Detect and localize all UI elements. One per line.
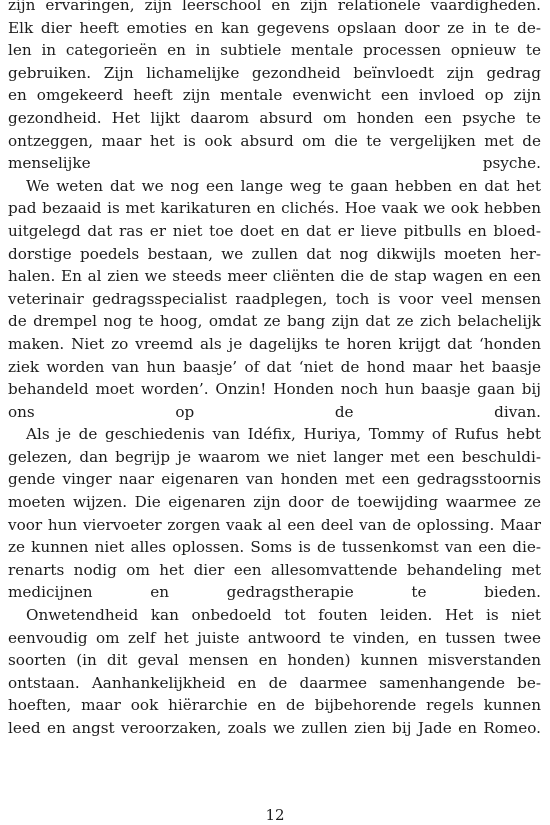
text-line: We weten dat we nog een lange weg te gaan hebben en dat het [26, 176, 541, 195]
text-line: moeten wijzen. Die eigenaren zijn door de toewijding waarmee ze [8, 493, 541, 512]
text-line: ons op de divan. [8, 402, 541, 421]
text-line: ontzeggen, maar het is ook absurd om die te vergelijken met de [8, 131, 541, 150]
text-line: gende vinger naar eigenaren van honden met een gedragsstoornis [8, 470, 541, 489]
text-line: ziek worden van hun baasje’ of dat ‘niet de hond maar het baasje [8, 357, 541, 376]
page-number: 12 [265, 806, 285, 824]
text-line: en omgekeerd heeft zijn mentale evenwicht een invloed op zijn [8, 86, 541, 105]
text-line: ze kunnen niet alles oplossen. Soms is de tussenkomst van een die- [8, 538, 541, 557]
text-line: medicijnen en gedragstherapie te bieden. [8, 583, 541, 602]
text-line: gebruiken. Zijn lichamelijke gezondheid beïnvloedt zijn gedrag [8, 63, 541, 82]
text-line: Elk dier heeft emoties en kan gegevens opslaan door ze in te de- [8, 18, 541, 37]
text-line: behandeld moet worden’. Onzin! Honden noch hun baasje gaan bij [8, 380, 541, 399]
text-line: zijn ervaringen, zijn leerschool en zijn relationele vaardigheden. [8, 0, 541, 14]
text-line: voor hun viervoeter zorgen vaak al een deel van de oplossing. Maar [8, 515, 541, 534]
text-line: eenvoudig om zelf het juiste antwoord te vinden, en tussen twee [8, 628, 541, 647]
text-line: leed en angst veroorzaken, zoals we zullen zien bij Jade en Romeo. [8, 719, 541, 737]
text-line: len in categorieën en in subtiele mentale processen opnieuw te [8, 41, 541, 60]
text-line: maken. Niet zo vreemd als je dagelijks te horen krijgt dat ‘honden [8, 334, 541, 353]
body-text [8, 0, 541, 740]
text-line: renarts nodig om het dier een allesomvattende behandeling met [8, 560, 541, 579]
text-line: pad bezaaid is met karikaturen en clichés. Hoe vaak we ook hebben [8, 199, 541, 218]
text-line: veterinair gedragsspecialist raadplegen, toch is voor veel mensen [8, 289, 541, 308]
text-line: soorten (in dit geval mensen en honden) kunnen misverstanden [8, 651, 541, 670]
text-line: uitgelegd dat ras er niet toe doet en dat er lieve pitbulls en bloed- [8, 221, 541, 240]
text-line: Onwetendheid kan onbedoeld tot fouten leiden. Het is niet [26, 606, 541, 625]
text-line: menselijke psyche. [8, 154, 541, 173]
text-line: hoeften, maar ook hiërarchie en de bijbehorende regels kunnen [8, 696, 541, 715]
text-line: ontstaan. Aanhankelijkheid en de daarmee samenhangende be- [8, 673, 541, 692]
text-line: halen. En al zien we steeds meer cliënten die de stap wagen en een [8, 267, 541, 286]
text-line: de drempel nog te hoog, omdat ze bang zijn dat ze zich belachelijk [8, 312, 541, 331]
text-line: gelezen, dan begrijp je waarom we niet langer met een beschuldi- [8, 447, 541, 466]
text-line: gezondheid. Het lijkt daarom absurd om honden een psyche te [8, 108, 541, 127]
text-line: Als je de geschiedenis van Idéfix, Huriya, Tommy of Rufus hebt [26, 425, 541, 444]
text-line: dorstige poedels bestaan, we zullen dat nog dikwijls moeten her- [8, 244, 541, 263]
